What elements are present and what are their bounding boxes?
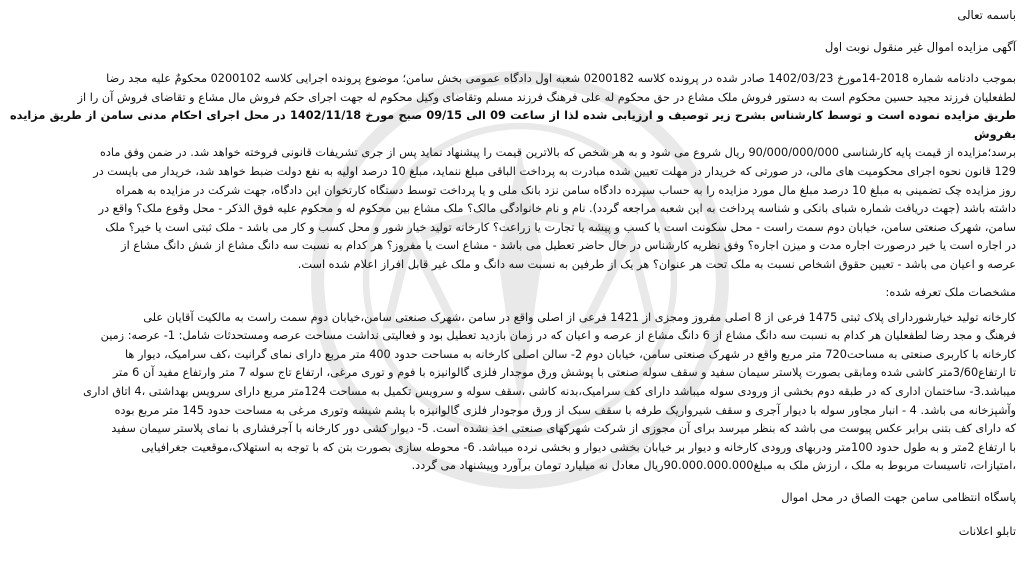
- specs-line: با ارتفاع 2متر و به طول حدود 100متر ودربهای ورودی کارخانه و دیوار بر خیابان بخشی دیوار و بخشی نرده میباشد. 6- محوطه سازی بصورت بتن که با توجه به استهلاک،موقعیت جغرافیایی: [141, 440, 1016, 454]
- specs-line: فرهنگ و مجد رضا لطفعلیان هر کدام به نسبت سه دانگ مشاع از 6 دانگ مشاع از عرصه و اعیان که در زمان بازدید تعطیل بود و فعالیتی نداشت مساحت عرصه ومستحدثات شامل: 1- عرصه: زمین: [100, 329, 1016, 343]
- paragraph-line: لطفعلیان فرزند مجید حسین محکوم است به دستور فروش ملک مشاع در حق محکوم له علی فرهنگ فرزند مسلم وتقاضای وکیل محکوم له جهت اجرای حکم فروش مال مشاع و تقاضای فروش آن را از: [77, 90, 1016, 104]
- notice-board-label: تابلو اعلانات: [958, 523, 1016, 538]
- paragraph-line-auction-time: طریق مزایده نموده است و توسط کارشناس بشرح زیر توصیف و ارزیابی شده لذا از ساعت 09 الی 09/15 صبح مورخ 1402/11/18 در محل اجرای احکام مدنی سامن از طریق مزایده بفروش: [10, 109, 1016, 141]
- paragraph-line: در اجاره است یا خیر درصورت اجاره مدت و میزن اجاره؟ وفق نظریه کارشناس در حال حاضر تعطیل می باشد - مشاع است یا مفروز؟ هر کدام به نسبت سه دانگ مشاع از شش دانگ مشاع از: [121, 239, 1016, 253]
- property-specs-paragraph: [10, 309, 1016, 476]
- paragraph-line: عرصه و اعیان می باشد - تعیین حقوق اشخاص نسبت به ملک تحت هر عنوان؟ هر یک از طرفین به نسبت سه دانگ و ملک غیر قابل افراز اعلام شده است.: [297, 257, 1016, 271]
- notice-paragraph: [10, 70, 1016, 275]
- specs-line: وآشپزخانه می باشد. 4 - انبار مجاور سوله با دیوار آجری و سقف شیرواریک طرفه با سقف سبک از ورق موجودار فلزی گالوانیزه با پشم شیشه وتوری مرغی به مساحت حدود 145 متر مربع بوده: [114, 403, 1016, 417]
- paragraph-line: سامن، شهرک صنعتی سامن، خیابان دوم سمت راست - محل سکونت است یا کسب و پیشه یا تجارت یا زراعت؟ کارخانه تولید خیار شور و محل کسب و کار می باشد - ملک ثبتی است یا خیر؟ ملک: [105, 220, 1016, 234]
- property-specs-heading: مشخصات ملک تعرفه شده:: [885, 284, 1016, 299]
- paragraph-line: 129 قانون نحوه اجرای محکومیت های مالی، در صورتی که خریدار در مهلت تعیین شده مبادرت به پرداخت الباقی مبلغ ننماید، مبلغ 10 درصد اولیه به نفع دولت ضبط خواهد شد، خریدار می بایست در: [93, 164, 1016, 178]
- specs-line: کارخانه با کاربری صنعتی به مساحت720 متر مربع واقع در شهرک صنعتی سامن، خیابان دوم 2- سالن اصلی کارخانه به مساحت حدود 400 متر مربع دارای نمای گرانیت ،کف سرامیک، دیوار ها: [124, 347, 1016, 361]
- specs-line: که دارای کف بتنی برابر عکس پیوست می باشد که بنظر میرسد برای آن مجوزی از شرکت شهرکهای صنعتی اخذ نشده است. 5- دیوار کشی دور کارخانه با آجرفشاری با نمای پلاستر سیمان سفید: [111, 422, 1016, 436]
- paragraph-line: روز مزایده چک تضمینی به مبلغ 10 درصد مبلغ مال مورد مزایده را به حساب سپرده دادگاه سامن نزد بانک ملی و یا پرداخت توسط دستگاه کارتخوان این دادگاه، جهت شرکت در مزایده به همراه: [115, 183, 1016, 197]
- specs-line: میباشد.3- ساختمان اداری که در طبقه دوم بخشی از ورودی سوله میباشد دارای کف سرامیک،بدنه کاشی ،سقف سوله و سرویس تکمیل به مساحت 124متر مربع دارای سرویس بهداشتی ،4 اتاق اداری: [83, 384, 1016, 398]
- specs-line-location: کارخانه تولید خیارشوردارای پلاک ثبتی 1475 فرعی از 8 اصلی مفروز ومجزی از 1421 فرعی از اصلی واقع در سامن ،شهرک صنعتی سامن،خیابان دوم سمت راست به مالکیت آقایان علی: [143, 310, 1016, 324]
- police-station-note: پاسگاه انتظامی سامن جهت الصاق در محل اموال: [781, 489, 1016, 504]
- salutation-heading: باسمه تعالی: [957, 8, 1016, 22]
- paragraph-line: بموجب دادنامه شماره 2018-14مورخ 1402/03/23 صادر شده در پرونده کلاسه 0200182 شعبه اول دادگاه عمومی بخش سامن؛ موضوع پرونده اجرایی کلاسه 0200102 محکومٌ علیه مجد رضا: [106, 72, 1016, 85]
- specs-line: ،امتیازات، تاسیسات مربوط به ملک ، ارزش ملک به مبلغ90.000.000.000ریال معادل نه میلیارد تومان برآورد وپیشنهاد می گردد.: [411, 459, 1016, 473]
- specs-line: تا ارتفاع3/60متر کاشی شده ومابقی بصورت پلاستر سیمان سفید و سقف سوله صنعتی با پوشش ورق موجدار فلزی گالوانیزه با فوم و توری مرغی، ارتفاع تاج سوله 7 متر وارتفاع مفید آن 6 متر: [112, 366, 1016, 380]
- notice-title: آگهی مزایده اموال غیر منقول نوبت اول: [824, 40, 1016, 54]
- paragraph-line-base-price: برسد؛مزایده از قیمت پایه کارشناسی 90/000/000/000 ریال شروع می شود و به هر شخص که بالاترین قیمت را پیشنهاد نماید پس از جری تشریفات قانونی فروخته خواهد شد. در ضمن وفق ماده: [99, 146, 1016, 160]
- paragraph-line: داشته باشد (جهت دریافت شماره شبای بانکی و شناسه پرداخت به این شعبه مراجعه گردد). نام و نام خانوادگی مالک؟ ملک مشاع بین محکوم له و محکوم علیه فوق الذکر - محل وقوع ملک؟ واقع در: [98, 202, 1016, 216]
